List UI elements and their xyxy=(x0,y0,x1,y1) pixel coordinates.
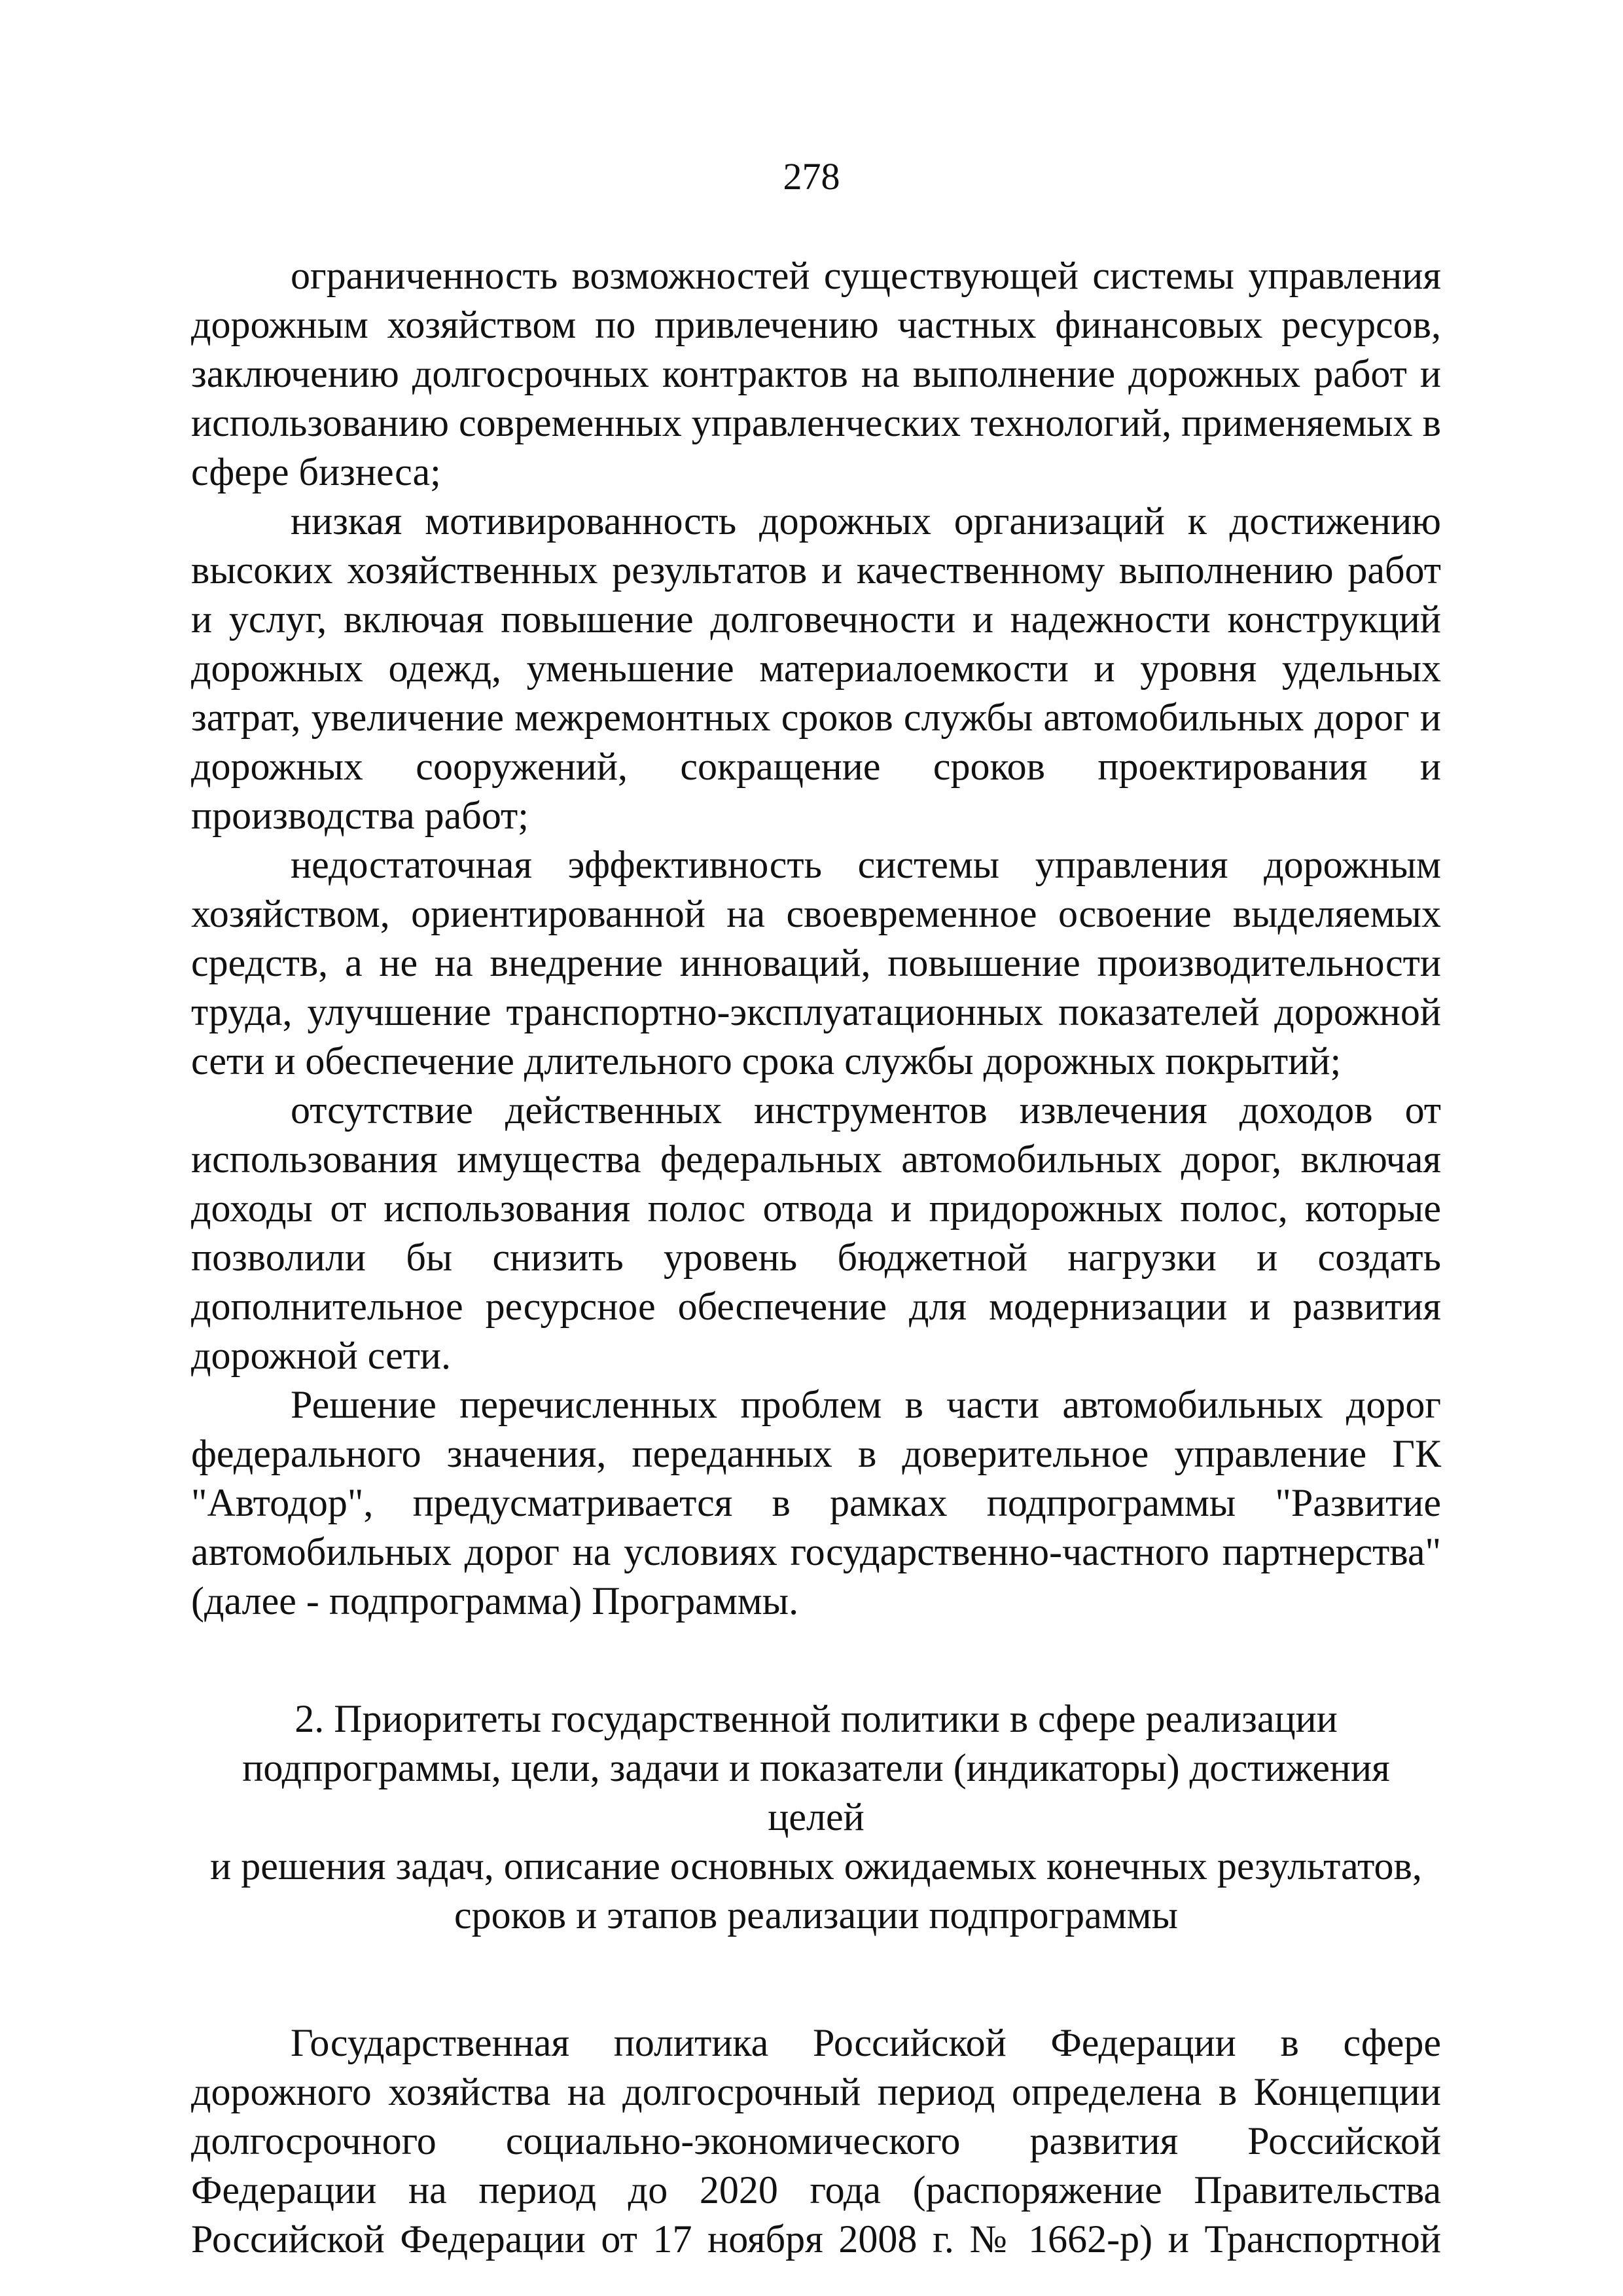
paragraph-solution-avtodor: Решение перечисленных проблем в части автомобильных дорог федерального значения, переданных в доверительное управление ГК "Автодор", предусматривается в рамках подпрограммы "Развитие автомобильных дорог на условиях государственно-частного партнерства" (далее - подпрограмма) Программы. xyxy=(191,1383,1441,1623)
paragraph-no-income-instruments: отсутствие действенных инструментов извлечения доходов от использования имущества федеральных автомобильных дорог, включая доходы от использования полос отвода и придорожных полос, которые позволили бы снизить уровень бюджетной нагрузки и создать дополнительное ресурсное обеспечение для модернизации и развития дорожной сети. xyxy=(191,1088,1441,1377)
section-heading-line: сроков и этапов реализации подпрограммы xyxy=(454,1893,1178,1937)
section-heading-line: 2. Приоритеты государственной политики в сфере реализации xyxy=(294,1697,1338,1740)
section-heading xyxy=(191,1695,1441,1940)
section-heading-line: и решения задач, описание основных ожидаемых конечных результатов, xyxy=(210,1844,1422,1888)
paragraph-low-motivation: низкая мотивированность дорожных организаций к достижению высоких хозяйственных результатов и качественному выполнению работ и услуг, включая повышение долговечности и надежности конструкций дорожных одежд, уменьшение материалоемкости и уровня удельных затрат, увеличение межремонтных сроков службы автомобильных дорог и дорожных сооружений, сокращение сроков проектирования и производства работ; xyxy=(191,499,1441,837)
page-number: 278 xyxy=(783,155,840,198)
page-body xyxy=(191,251,1441,2264)
paragraph-limited-capabilities: ограниченность возможностей существующей системы управления дорожным хозяйством по привлечению частных финансовых ресурсов, заключению долгосрочных контрактов на выполнение дорожных работ и использованию современных управленческих технологий, применяемых в сфере бизнеса; xyxy=(191,254,1441,493)
paragraph-state-policy: Государственная политика Российской Федерации в сфере дорожного хозяйства на долгосрочный период определена в Концепции долгосрочного социально-экономического развития Российской Федерации на период до 2020 года (распоряжение Правительства Российской Федерации от 17 ноября 2008 г. № 1662-р) и Транспортной xyxy=(191,2021,1441,2261)
section-heading-line: подпрограммы, цели, задачи и показатели (индикаторы) достижения целей xyxy=(242,1746,1390,1839)
paragraph-insufficient-efficiency: недостаточная эффективность системы управления дорожным хозяйством, ориентированной на своевременное освоение выделяемых средств, а не на внедрение инноваций, повышение производительности труда, улучшение транспортно-эксплуатационных показателей дорожной сети и обеспечение длительного срока службы дорожных покрытий; xyxy=(191,843,1441,1083)
